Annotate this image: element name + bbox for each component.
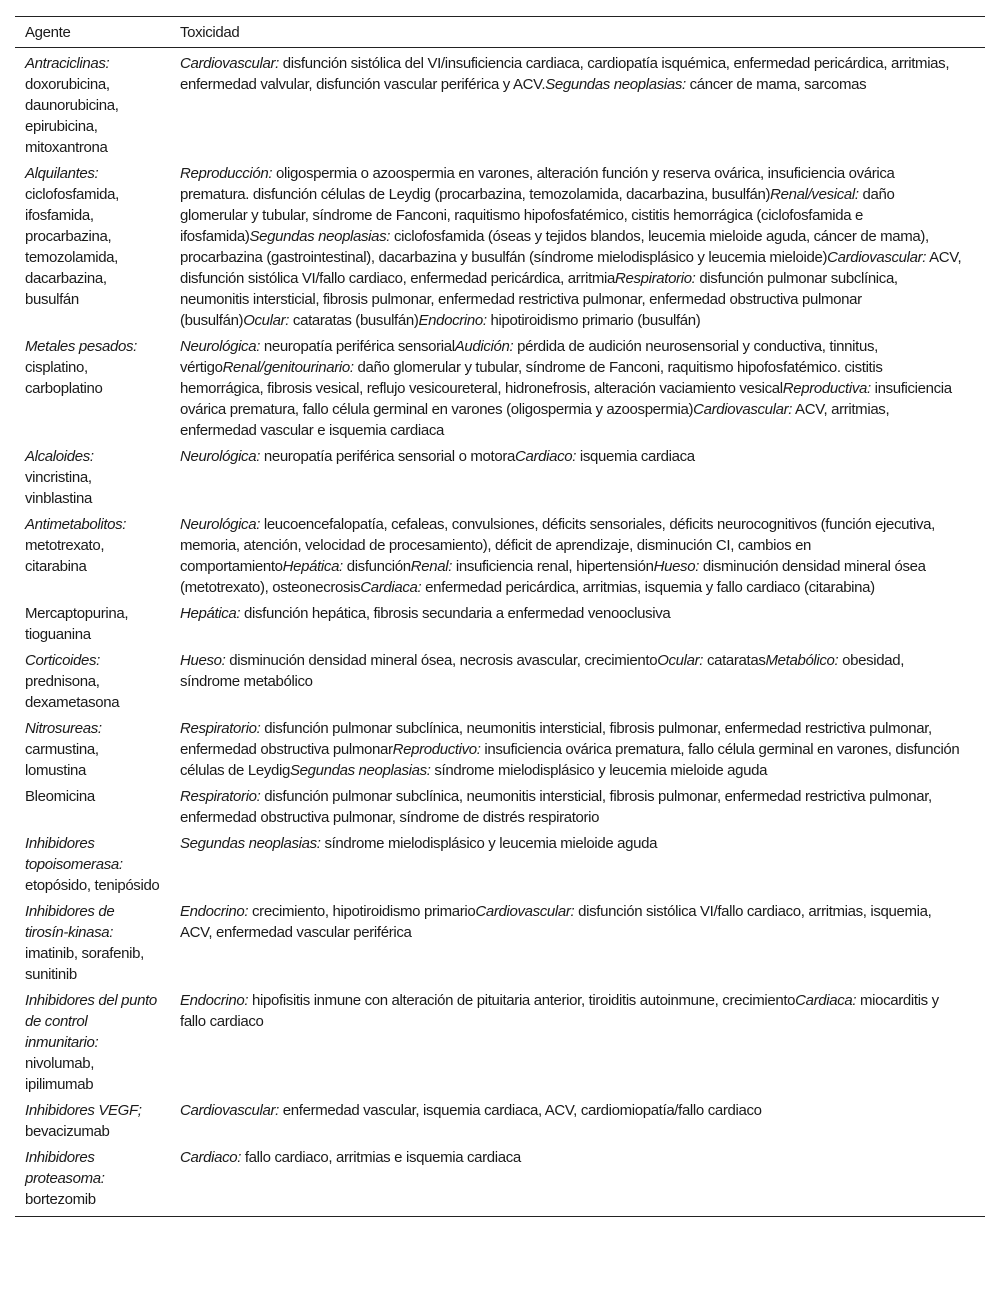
text-segment: hipofisitis inmune con alteración de pituitaria anterior, tiroiditis autoinmune, crecimiento: [248, 992, 796, 1009]
table-row: [15, 333, 985, 443]
table-row: [15, 830, 985, 898]
text-segment: ACV, arritmias, enfermedad vascular e isquemia cardiaca: [180, 401, 890, 439]
toxicity-cell: [170, 511, 985, 600]
text-segment: insuficiencia ovárica prematura, fallo célula germinal en varones (oligospermia y azoospermia): [180, 380, 952, 418]
category-label: Inhibidores VEGF;: [25, 1102, 142, 1119]
category-label: Antimetabolitos:: [25, 516, 127, 533]
header-toxicity: Toxicidad: [170, 17, 985, 48]
text-segment: cisplatino, carboplatino: [25, 359, 103, 397]
category-label: Hueso:: [653, 558, 700, 575]
category-label: Cardiaca:: [795, 992, 857, 1009]
category-label: Neurológica:: [180, 448, 261, 465]
category-label: Respiratorio:: [615, 270, 696, 287]
category-label: Reproducción:: [180, 165, 273, 182]
agent-cell: [15, 443, 170, 511]
category-label: Renal/genitourinario:: [222, 359, 354, 376]
table-row: [15, 898, 985, 987]
text-segment: disfunción pulmonar subclínica, neumonitis intersticial, fibrosis pulmonar, enfermedad restrictiva pulmonar, enfermedad obstructiva pulmonar (busulfán): [180, 270, 898, 329]
text-segment: pérdida de audición neurosensorial y conductiva, tinnitus, vértigo: [180, 338, 878, 376]
agent-cell: [15, 987, 170, 1097]
category-label: Respiratorio:: [180, 720, 261, 737]
table-row: [15, 715, 985, 783]
agent-cell: [15, 715, 170, 783]
category-label: Hepática:: [180, 605, 241, 622]
text-segment: disfunción pulmonar subclínica, neumonitis intersticial, fibrosis pulmonar, enfermedad restrictiva pulmonar, enfermedad obstructiva pulmonar, síndrome de distrés respiratorio: [180, 788, 932, 826]
toxicity-cell: [170, 160, 985, 333]
category-label: Hepática:: [282, 558, 343, 575]
text-segment: ACV, disfunción sistólica VI/fallo cardiaco, enfermedad pericárdica, arritmia: [180, 249, 962, 287]
agent-cell: [15, 160, 170, 333]
text-segment: crecimiento, hipotiroidismo primario: [248, 903, 476, 920]
category-label: Neurológica:: [180, 516, 261, 533]
category-label: Cardiovascular:: [180, 1102, 279, 1119]
header-row: [15, 17, 985, 48]
table-row: [15, 987, 985, 1097]
text-segment: disfunción hepática, fibrosis secundaria a enfermedad venooclusiva: [240, 605, 671, 622]
text-segment: síndrome mielodisplásico y leucemia mieloide aguda: [430, 762, 768, 779]
category-label: Endocrino:: [180, 992, 249, 1009]
text-segment: enfermedad vascular, isquemia cardiaca, ACV, cardiomiopatía/fallo cardiaco: [278, 1102, 762, 1119]
table-row: [15, 600, 985, 647]
agent-cell: [15, 511, 170, 600]
table-row: [15, 1097, 985, 1144]
category-label: Alquilantes:: [25, 165, 99, 182]
toxicity-cell: [170, 443, 985, 511]
category-label: Cardiaco:: [180, 1149, 242, 1166]
category-label: Cardiovascular:: [475, 903, 575, 920]
header-agent: Agente: [15, 17, 170, 48]
toxicity-cell: [170, 647, 985, 715]
text-segment: daño glomerular y tubular, síndrome de Fanconi, raquitismo hipofosfatémico. cistitis hemorrágica, fibrosis vesical, reflujo vesicoureteral, hidronefrosis, alteración vaciamiento vesical: [180, 359, 883, 397]
category-label: Segundas neoplasias:: [545, 76, 686, 93]
category-label: Cardiaco:: [514, 448, 577, 465]
text-segment: disfunción sistólica VI/fallo cardiaco, arritmias, isquemia, ACV, enfermedad vascular periférica: [180, 903, 932, 941]
text-segment: Mercaptopurina, tioguanina: [25, 605, 129, 643]
text-segment: enfermedad pericárdica, arritmias, isquemia y fallo cardiaco (citarabina): [421, 579, 875, 596]
text-segment: Bleomicina: [25, 788, 95, 805]
category-label: Endocrino:: [180, 903, 249, 920]
table-row: [15, 647, 985, 715]
table-row: [15, 1144, 985, 1217]
category-label: Cardiovascular:: [693, 401, 793, 418]
category-label: Cardiovascular:: [827, 249, 927, 266]
category-label: Ocular:: [657, 652, 704, 669]
category-label: Inhibidores de tirosín-kinasa:: [25, 903, 115, 941]
agent-cell: [15, 1144, 170, 1217]
category-label: Segundas neoplasias:: [180, 835, 321, 852]
text-segment: disminución densidad mineral ósea, necrosis avascular, crecimiento: [225, 652, 658, 669]
category-label: Renal:: [410, 558, 453, 575]
text-segment: síndrome mielodisplásico y leucemia mieloide aguda: [320, 835, 658, 852]
toxicity-cell: [170, 48, 985, 161]
text-segment: fallo cardiaco, arritmias e isquemia cardiaca: [241, 1149, 521, 1166]
category-label: Reproductivo:: [392, 741, 481, 758]
text-segment: bevacizumab: [25, 1123, 110, 1140]
agent-cell: [15, 830, 170, 898]
text-segment: insuficiencia ovárica prematura, fallo célula germinal en varones, disfunción células de Leydig: [180, 741, 960, 779]
text-segment: leucoencefalopatía, cefaleas, convulsiones, déficits sensoriales, déficits neurocognitivos (función ejecutiva, memoria, atención, velocidad de procesamiento), déficit de aprendizaje, disminución CI, cambios en comportamiento: [180, 516, 935, 575]
toxicity-cell: [170, 1144, 985, 1217]
table-row: [15, 48, 985, 161]
agent-cell: [15, 600, 170, 647]
toxicity-cell: [170, 830, 985, 898]
category-label: Renal/vesical:: [770, 186, 859, 203]
agent-cell: [15, 1097, 170, 1144]
text-segment: etopósido, tenipósido: [25, 877, 160, 894]
text-segment: insuficiencia renal, hipertensión: [452, 558, 654, 575]
text-segment: oligospermia o azoospermia en varones, alteración función y reserva ovárica, insuficiencia ovárica prematura. disfunción células de Leydig (procarbazina, temozolamida, dacarbazina, busulfán): [180, 165, 895, 203]
text-segment: bortezomib: [25, 1191, 96, 1208]
agent-cell: [15, 898, 170, 987]
text-segment: daño glomerular y tubular, síndrome de Fanconi, raquitismo hipofosfatémico, cistitis hemorrágica (ciclofosfamida e ifosfamida): [180, 186, 895, 245]
text-segment: disminución densidad mineral ósea (metotrexato), osteonecrosis: [180, 558, 926, 596]
category-label: Segundas neoplasias:: [249, 228, 391, 245]
text-segment: obesidad, síndrome metabólico: [180, 652, 905, 690]
agent-cell: [15, 48, 170, 161]
table-row: [15, 783, 985, 830]
category-label: Nitrosureas:: [25, 720, 102, 737]
category-label: Corticoides:: [25, 652, 100, 669]
category-label: Ocular:: [243, 312, 290, 329]
text-segment: metotrexato, citarabina: [25, 537, 105, 575]
agent-cell: [15, 647, 170, 715]
toxicity-cell: [170, 600, 985, 647]
text-segment: disfunción: [342, 558, 411, 575]
table-row: [15, 443, 985, 511]
toxicity-cell: [170, 987, 985, 1097]
category-label: Antraciclinas:: [25, 55, 110, 72]
category-label: Cardiaca:: [360, 579, 422, 596]
category-label: Segundas neoplasias:: [289, 762, 431, 779]
text-segment: cáncer de mama, sarcomas: [685, 76, 867, 93]
text-segment: vincristina, vinblastina: [25, 469, 93, 507]
toxicity-table: [15, 16, 985, 1217]
agent-cell: [15, 783, 170, 830]
text-segment: nivolumab, ipilimumab: [25, 1055, 95, 1093]
text-segment: isquemia cardiaca: [576, 448, 695, 465]
toxicity-cell: [170, 783, 985, 830]
category-label: Cardiovascular:: [180, 55, 279, 72]
toxicity-cell: [170, 898, 985, 987]
category-label: Audición:: [454, 338, 514, 355]
text-segment: hipotiroidismo primario (busulfán): [486, 312, 701, 329]
category-label: Reproductiva:: [782, 380, 871, 397]
category-label: Inhibidores topoisomerasa:: [25, 835, 123, 873]
text-segment: neuropatía periférica sensorial o motora: [260, 448, 515, 465]
table-row: [15, 160, 985, 333]
text-segment: disfunción sistólica del VI/insuficiencia cardiaca, cardiopatía isquémica, enfermedad pericárdica, arritmias, enfermedad valvular, disfunción vascular periférica y ACV.: [180, 55, 950, 93]
toxicity-cell: [170, 1097, 985, 1144]
text-segment: ciclofosfamida (óseas y tejidos blandos, leucemia mieloide aguda, cáncer de mama), procarbazina (gastrointestinal), dacarbazina y busulfán (síndrome mielodisplásico y leucemia mieloide): [180, 228, 929, 266]
category-label: Neurológica:: [180, 338, 261, 355]
text-segment: neuropatía periférica sensorial: [260, 338, 455, 355]
text-segment: ciclofosfamida, ifosfamida, procarbazina, temozolamida, dacarbazina, busulfán: [25, 186, 119, 308]
agent-cell: [15, 333, 170, 443]
text-segment: doxorubicina, daunorubicina, epirubicina, mitoxantrona: [25, 76, 119, 156]
table-row: [15, 511, 985, 600]
toxicity-cell: [170, 333, 985, 443]
text-segment: cataratas: [703, 652, 766, 669]
text-segment: cataratas (busulfán): [289, 312, 419, 329]
toxicity-cell: [170, 715, 985, 783]
category-label: Metabólico:: [765, 652, 839, 669]
text-segment: disfunción pulmonar subclínica, neumonitis intersticial, fibrosis pulmonar, enfermedad restrictiva pulmonar, enfermedad obstructiva pulmonar: [180, 720, 932, 758]
text-segment: miocarditis y fallo cardiaco: [180, 992, 939, 1030]
category-label: Endocrino:: [418, 312, 487, 329]
category-label: Respiratorio:: [180, 788, 261, 805]
category-label: Metales pesados:: [25, 338, 137, 355]
text-segment: prednisona, dexametasona: [25, 673, 120, 711]
category-label: Inhibidores proteasoma:: [25, 1149, 105, 1187]
table-body: [15, 48, 985, 1217]
text-segment: carmustina, lomustina: [25, 741, 99, 779]
category-label: Hueso:: [180, 652, 226, 669]
category-label: Inhibidores del punto de control inmunitario:: [25, 992, 157, 1051]
category-label: Alcaloides:: [25, 448, 94, 465]
text-segment: imatinib, sorafenib, sunitinib: [25, 945, 144, 983]
